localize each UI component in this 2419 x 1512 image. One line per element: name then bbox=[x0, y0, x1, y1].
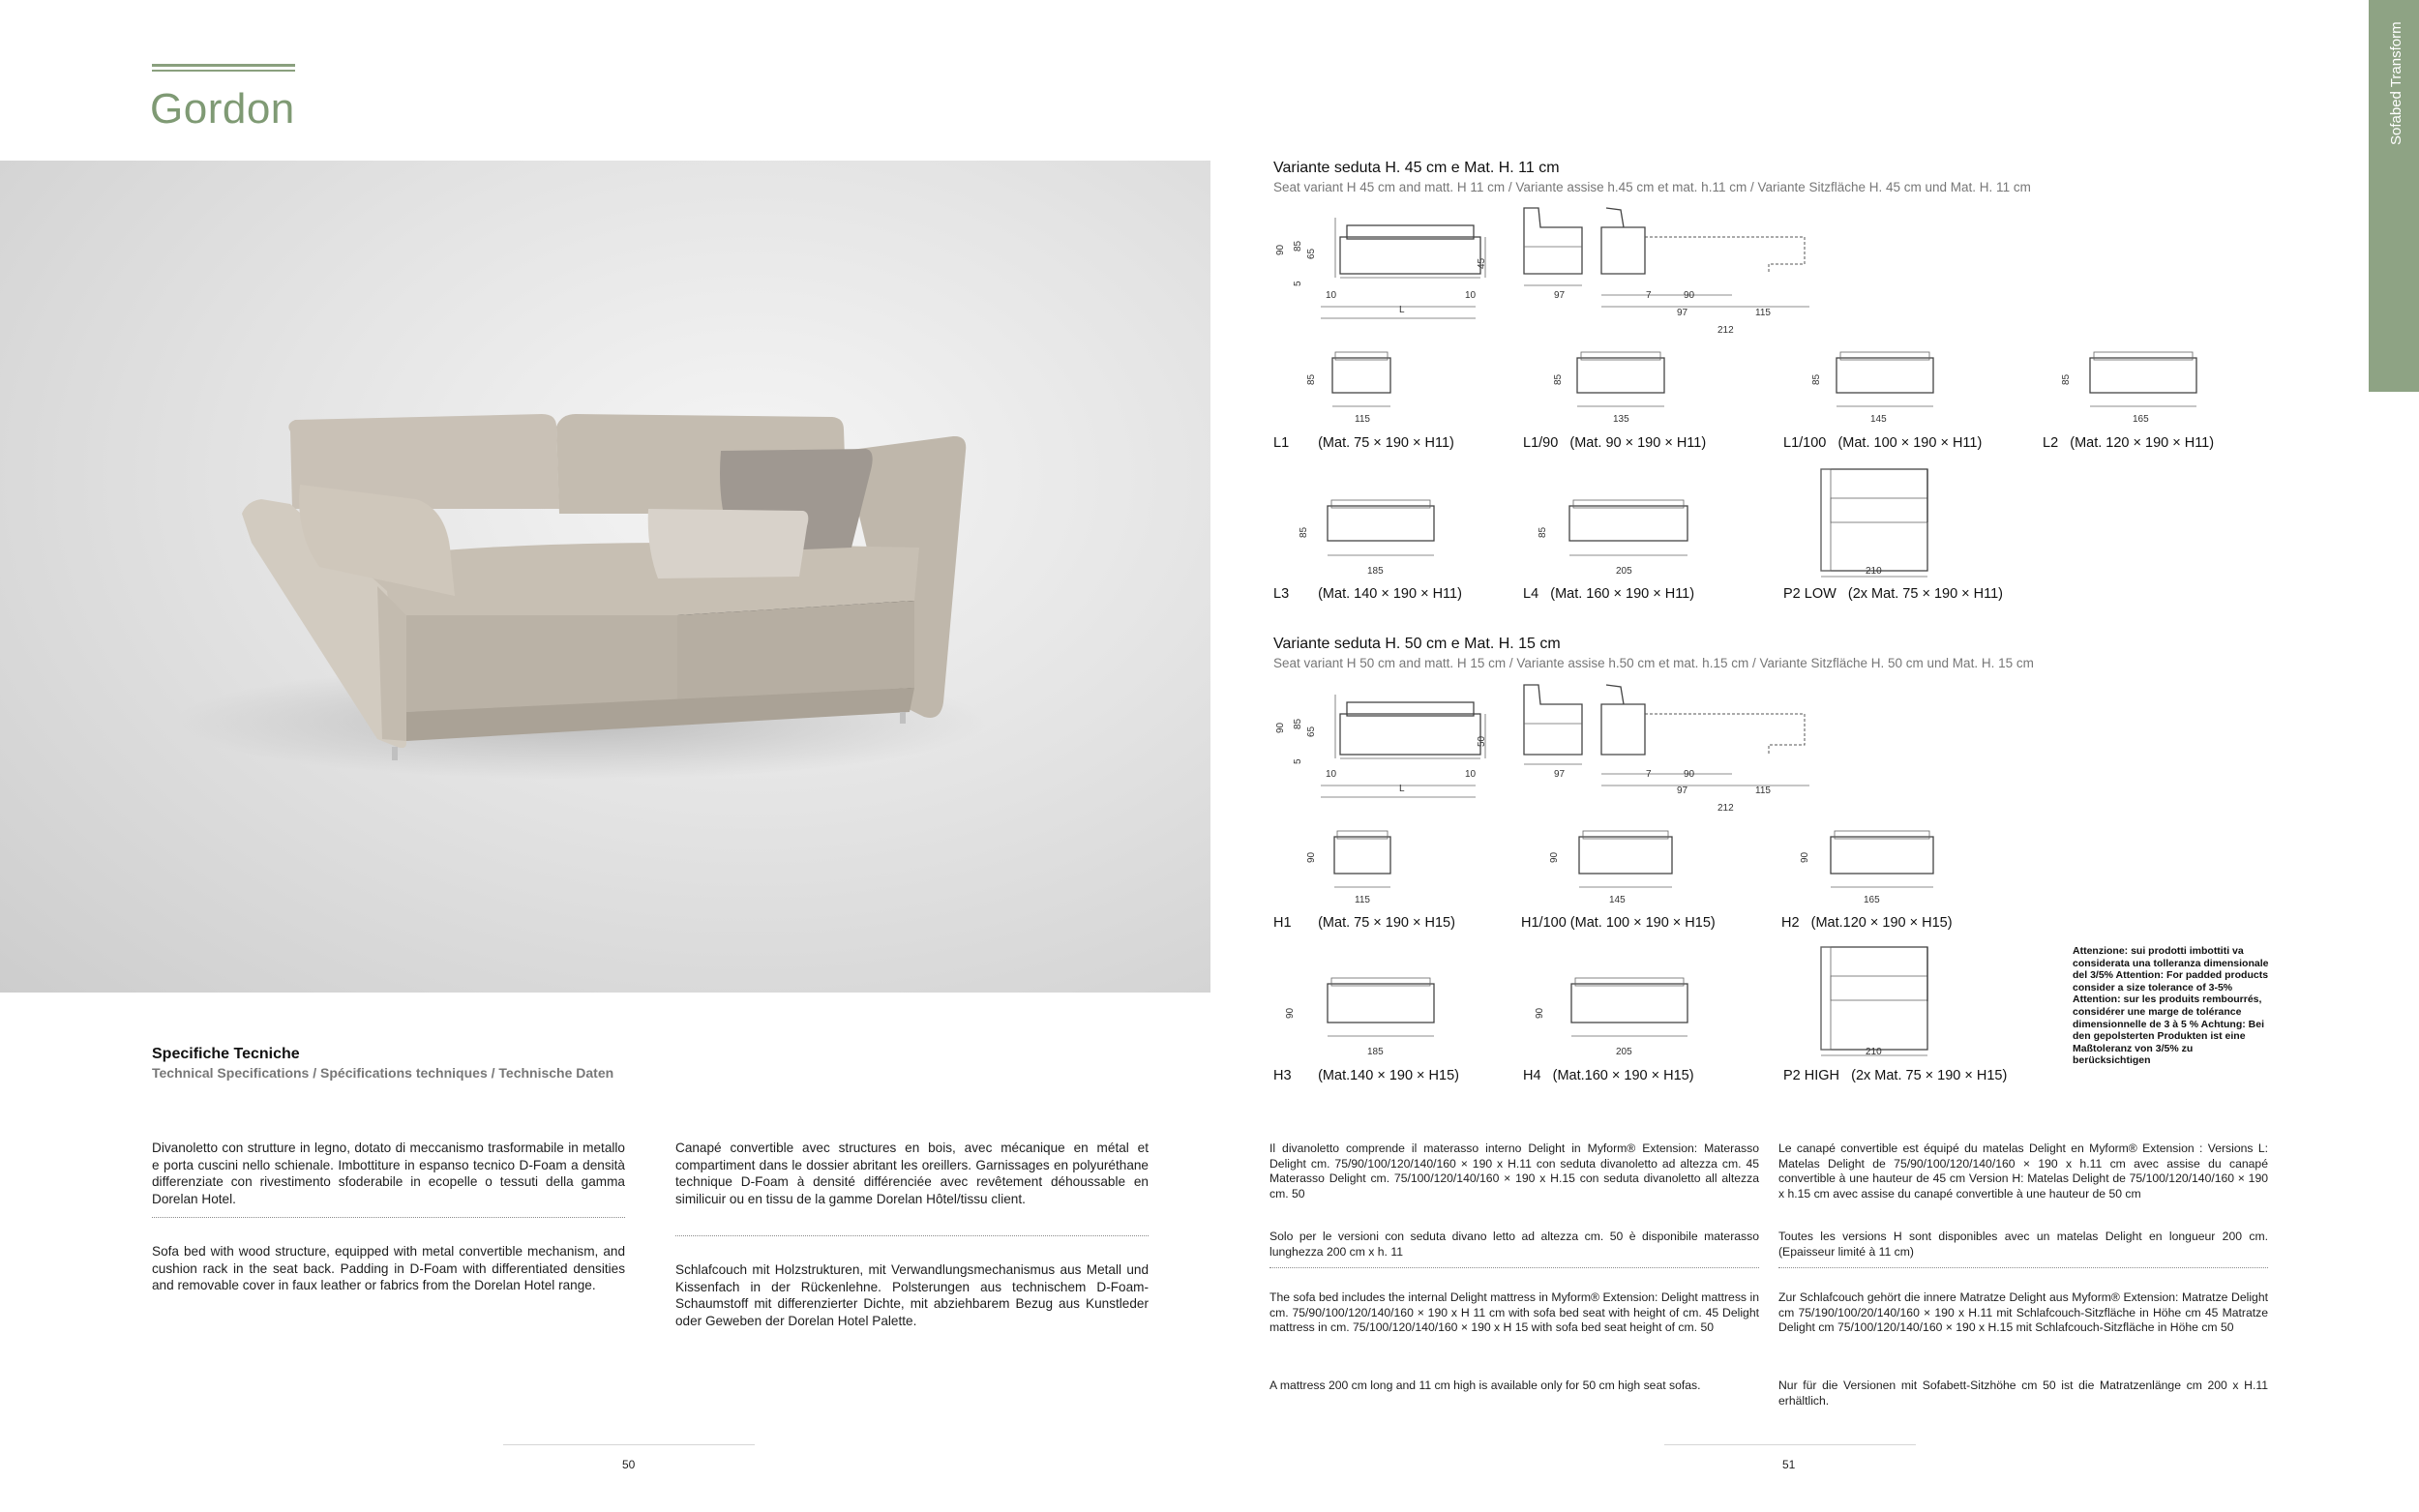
specs-text-fr: Canapé convertible avec structures en bois, avec mécanique en métal et compartiment dans le dossier abritant les oreillers. Garnissages en polyuréthane technique D-Foam à densité différenciée avec revêtement déhoussable en similicuir ou en tissu de la gamme Dorelan Hôtel/tissu client. bbox=[675, 1141, 1149, 1206]
model-drawings-50-row2 bbox=[1316, 943, 1955, 1059]
dim-label: 90 bbox=[1275, 722, 1286, 733]
dim-label: 115 bbox=[1355, 414, 1370, 425]
dim-label: 90 bbox=[1684, 290, 1695, 301]
dim-label: 5 bbox=[1293, 758, 1303, 764]
divider bbox=[1778, 1267, 2268, 1268]
model-label: H4 (Mat.160 × 190 × H15) bbox=[1523, 1068, 1694, 1083]
model-label: L4 (Mat. 160 × 190 × H11) bbox=[1523, 586, 1695, 602]
dim-label: L bbox=[1399, 305, 1405, 315]
model-label: L2 (Mat. 120 × 190 × H11) bbox=[2043, 435, 2215, 451]
dim-label: 97 bbox=[1677, 308, 1688, 318]
model-drawings-45-row2 bbox=[1316, 464, 1955, 580]
dim-label: 65 bbox=[1306, 248, 1317, 259]
model-label: H1/100 (Mat. 100 × 190 × H15) bbox=[1521, 915, 1716, 931]
dim-label: 85 bbox=[2061, 373, 2072, 385]
mattress-text-de-2: Nur für die Versionen mit Sofabett-Sitzhöhe cm 50 ist die Matratzenlänge cm 200 x H.11 erhältlich. bbox=[1778, 1379, 2268, 1408]
dim-label: 205 bbox=[1616, 1047, 1632, 1057]
title-rule bbox=[152, 70, 295, 72]
model-label: H1 (Mat. 75 × 190 × H15) bbox=[1273, 915, 1455, 931]
dim-label: 212 bbox=[1717, 325, 1734, 336]
dim-label: 85 bbox=[1293, 718, 1303, 729]
mattress-text-en: The sofa bed includes the internal Delight mattress in Myform® Extension: Delight mattress in cm. 75/90/100/120/140/160 × 190 x H 11 cm with sofa bed seat with height of cm. 45 Delight mattress in cm. 75/100/120/140/160 × 190 x H 15 with sofa bed seat height of cm. 50 bbox=[1269, 1290, 1759, 1334]
specs-subtitle: Technical Specifications / Spécifications techniques / Technische Daten bbox=[152, 1065, 614, 1081]
variant-50-subtitle: Seat variant H 50 cm and matt. H 15 cm / Variante assise h.50 cm et mat. h.15 cm / Variante Sitzfläche H. 50 cm und Mat. H. 15 cm bbox=[1273, 656, 2034, 670]
dim-label: 145 bbox=[1870, 414, 1887, 425]
dim-label: 212 bbox=[1717, 803, 1734, 814]
profile-drawings-50 bbox=[1268, 677, 1838, 822]
variant-45-subtitle: Seat variant H 45 cm and matt. H 11 cm / Variante assise h.45 cm et mat. h.11 cm / Variante Sitzfläche H. 45 cm und Mat. H. 11 cm bbox=[1273, 180, 2031, 194]
model-drawings-50-row1 bbox=[1326, 827, 1964, 904]
dim-label: 10 bbox=[1326, 290, 1337, 301]
dim-label: 45 bbox=[1477, 257, 1487, 269]
dim-label: 165 bbox=[2133, 414, 2149, 425]
model-label: H3 (Mat.140 × 190 × H15) bbox=[1273, 1068, 1459, 1083]
model-label: P2 HIGH (2x Mat. 75 × 190 × H15) bbox=[1783, 1068, 2008, 1083]
dim-label: 85 bbox=[1299, 526, 1309, 538]
dim-label: 90 bbox=[1306, 851, 1317, 863]
dim-label: 7 bbox=[1646, 290, 1652, 301]
divider bbox=[152, 1217, 625, 1218]
dim-label: 185 bbox=[1367, 1047, 1384, 1057]
page-number-left: 50 bbox=[622, 1458, 636, 1471]
dim-label: 85 bbox=[1553, 373, 1564, 385]
dim-label: 85 bbox=[1538, 526, 1548, 538]
dim-label: 5 bbox=[1293, 281, 1303, 286]
model-label: L1 (Mat. 75 × 190 × H11) bbox=[1273, 435, 1454, 451]
dim-label: 97 bbox=[1554, 769, 1566, 780]
tolerance-note: Attenzione: sui prodotti imbottiti va considerata una tolleranza dimensionale del 3/5% Attention: For padded products consider a size tolerance of 3-5% Attention: sur les produits rembourrés, considérer une marge de tolérance dimensionnelle de 3 à 5 % Achtung: Bei den gepolsterten Produkten ist eine Maßtoleranz von 3/5% zu berücksichtigen bbox=[2073, 945, 2269, 1067]
page-number-right: 51 bbox=[1782, 1458, 1796, 1471]
dim-label: 90 bbox=[1684, 769, 1695, 780]
mattress-text-de: Zur Schlafcouch gehört die innere Matratze Delight aus Myform® Extension: Matratze Delight cm 75/190/100/20/140/160 × 190 x H.11 mit Schlafcouch-Sitzfläche in Höhe cm 45 Matratze Delight cm 75/100/120/140/160 × 190 x H.15 mit Schlafcouch-Sitzfläche in Höhe cm 50 bbox=[1778, 1290, 2268, 1334]
dim-label: 165 bbox=[1864, 895, 1880, 905]
mattress-text-en-2: A mattress 200 cm long and 11 cm high is available only for 50 cm high seat sofas. bbox=[1269, 1379, 1701, 1392]
dim-label: 85 bbox=[1293, 240, 1303, 252]
profile-drawings-45 bbox=[1268, 198, 1838, 343]
dim-label: 10 bbox=[1326, 769, 1337, 780]
dim-label: 205 bbox=[1616, 566, 1632, 577]
dim-label: 115 bbox=[1355, 895, 1370, 905]
divider bbox=[1269, 1267, 1759, 1268]
specs-text-it: Divanoletto con strutture in legno, dotato di meccanismo trasformabile in metallo e porta cuscini nello schienale. Imbottiture in espanso tecnico D-Foam a densità differenziate con rivestimento sfoderabile in ecopelle o tessuti della gamma Dorelan Hotel. bbox=[152, 1141, 625, 1206]
dim-label: 90 bbox=[1275, 244, 1286, 255]
dim-label: 97 bbox=[1554, 290, 1566, 301]
page-title: Gordon bbox=[150, 85, 295, 133]
title-rule bbox=[152, 64, 295, 67]
dim-label: 90 bbox=[1285, 1007, 1296, 1019]
dim-label: 210 bbox=[1866, 566, 1882, 577]
page-rule bbox=[1664, 1444, 1916, 1445]
dim-label: 90 bbox=[1549, 851, 1560, 863]
dim-label: 50 bbox=[1477, 735, 1487, 747]
sofa-illustration bbox=[0, 161, 1210, 993]
model-label: L3 (Mat. 140 × 190 × H11) bbox=[1273, 586, 1462, 602]
dim-label: L bbox=[1399, 784, 1405, 794]
model-label: P2 LOW (2x Mat. 75 × 190 × H11) bbox=[1783, 586, 2004, 602]
model-label: H2 (Mat.120 × 190 × H15) bbox=[1781, 915, 1953, 931]
mattress-text-it-2: Solo per le versioni con seduta divano letto ad altezza cm. 50 è disponibile materasso lunghezza 200 cm x h. 11 bbox=[1269, 1230, 1759, 1259]
dim-label: 210 bbox=[1866, 1047, 1882, 1057]
dim-label: 65 bbox=[1306, 726, 1317, 737]
mattress-text-fr-2: Toutes les versions H sont disponibles avec un matelas Delight en longueur 200 cm. (Epaisseur limité à 11 cm) bbox=[1778, 1230, 2268, 1259]
product-photo bbox=[0, 161, 1210, 993]
divider bbox=[675, 1235, 1149, 1236]
dim-label: 7 bbox=[1646, 769, 1652, 780]
page-rule bbox=[503, 1444, 755, 1445]
dim-label: 10 bbox=[1465, 290, 1477, 301]
mattress-text-fr: Le canapé convertible est équipé du matelas Delight en Myform® Extension : Versions L: Matelas Delight de 75/90/100/120/140/160 × 190 x h.11 cm avec assise du canapé convertible à une hauteur de 45 cm Version H: Matelas Delight de 75/100/120/140/160 × 190 x h.15 cm avec assise du canapé convertible à une hauteur de 50 cm bbox=[1778, 1141, 2268, 1201]
dim-label: 185 bbox=[1367, 566, 1384, 577]
model-label: L1/90 (Mat. 90 × 190 × H11) bbox=[1523, 435, 1707, 451]
model-drawings-45-row1 bbox=[1326, 350, 2313, 428]
specs-text-de: Schlafcouch mit Holzstrukturen, mit Verwandlungsmechanismus aus Metall und Kissenfach in der Rückenlehne. Polsterungen aus technischem D-Foam-Schaumstoff mit differenzierter Dichte, mit abziehbarem Bezug aus Kunstleder oder Geweben der Dorelan Hotel Palette. bbox=[675, 1262, 1149, 1328]
dim-label: 90 bbox=[1800, 851, 1810, 863]
variant-50-title: Variante seduta H. 50 cm e Mat. H. 15 cm bbox=[1273, 636, 1561, 652]
dim-label: 145 bbox=[1609, 895, 1626, 905]
dim-label: 115 bbox=[1755, 786, 1771, 796]
specs-text-en: Sofa bed with wood structure, equipped with metal convertible mechanism, and cushion rack in the seat back. Padding in D-Foam with differentiated densities and removable cover in faux leather or fabrics from the Dorelan Hotel range. bbox=[152, 1244, 625, 1292]
dim-label: 10 bbox=[1465, 769, 1477, 780]
variant-45-title: Variante seduta H. 45 cm e Mat. H. 11 cm bbox=[1273, 160, 1560, 176]
dim-label: 115 bbox=[1755, 308, 1771, 318]
specs-title: Specifiche Tecniche bbox=[152, 1046, 300, 1062]
dim-label: 90 bbox=[1535, 1007, 1545, 1019]
dim-label: 85 bbox=[1811, 373, 1822, 385]
mattress-text-it: Il divanoletto comprende il materasso interno Delight in Myform® Extension: Materasso Delight cm. 75/90/100/120/140/160 × 190 x H.11 con seduta divanoletto ad altezza cm. 45 Materasso Delight cm. 75/100/120/140/160 × 190 x H.15 con seduta divanoletto all altezza cm. 50 bbox=[1269, 1141, 1759, 1201]
dim-label: 135 bbox=[1613, 414, 1629, 425]
dim-label: 85 bbox=[1306, 373, 1317, 385]
dim-label: 97 bbox=[1677, 786, 1688, 796]
model-label: L1/100 (Mat. 100 × 190 × H11) bbox=[1783, 435, 1983, 451]
